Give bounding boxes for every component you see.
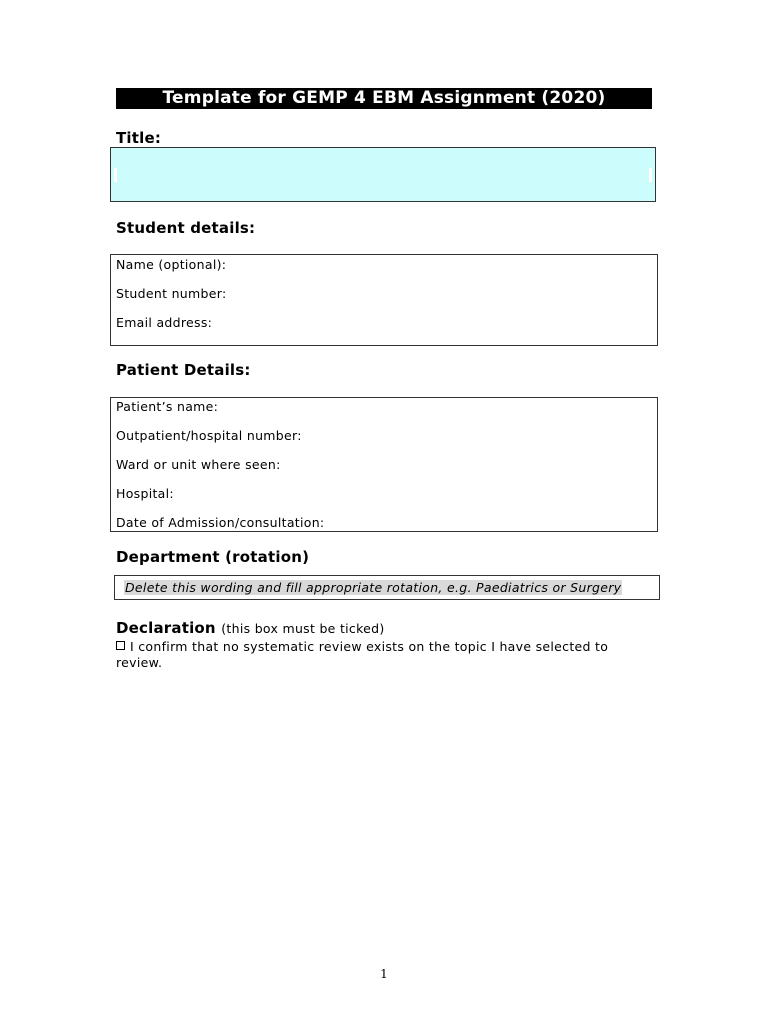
patient-details-box <box>110 397 658 532</box>
student-number-field[interactable]: Student number: <box>116 286 227 301</box>
student-details-box <box>110 254 658 346</box>
declaration-note: (this box must be ticked) <box>221 621 385 636</box>
title-heading: Title: <box>116 129 162 147</box>
declaration-checkbox[interactable] <box>116 641 125 650</box>
student-email-field[interactable]: Email address: <box>116 315 213 330</box>
department-heading: Department (rotation) <box>116 548 310 566</box>
field-marker-right <box>649 168 652 182</box>
declaration-heading-row <box>116 619 385 638</box>
student-name-field[interactable]: Name (optional): <box>116 257 227 272</box>
hospital-number-field[interactable]: Outpatient/hospital number: <box>116 428 302 443</box>
document-title: Template for GEMP 4 EBM Assignment (2020) <box>116 88 652 109</box>
declaration-text: I confirm that no systematic review exists on the topic I have selected to review. <box>116 639 609 670</box>
ward-unit-field[interactable]: Ward or unit where seen: <box>116 457 281 472</box>
declaration-statement <box>116 639 616 671</box>
patient-name-field[interactable]: Patient’s name: <box>116 399 219 414</box>
hospital-field[interactable]: Hospital: <box>116 486 174 501</box>
field-marker-left <box>114 168 117 182</box>
page-number: 1 <box>380 967 388 981</box>
department-input-box[interactable] <box>114 575 660 600</box>
admission-date-field[interactable]: Date of Admission/consultation: <box>116 515 325 530</box>
title-input-box[interactable] <box>110 147 656 202</box>
declaration-heading: Declaration <box>116 619 216 637</box>
department-placeholder[interactable]: Delete this wording and fill appropriate rotation, e.g. Paediatrics or Surgery <box>125 580 622 595</box>
patient-details-heading: Patient Details: <box>116 361 251 379</box>
student-details-heading: Student details: <box>116 219 256 237</box>
